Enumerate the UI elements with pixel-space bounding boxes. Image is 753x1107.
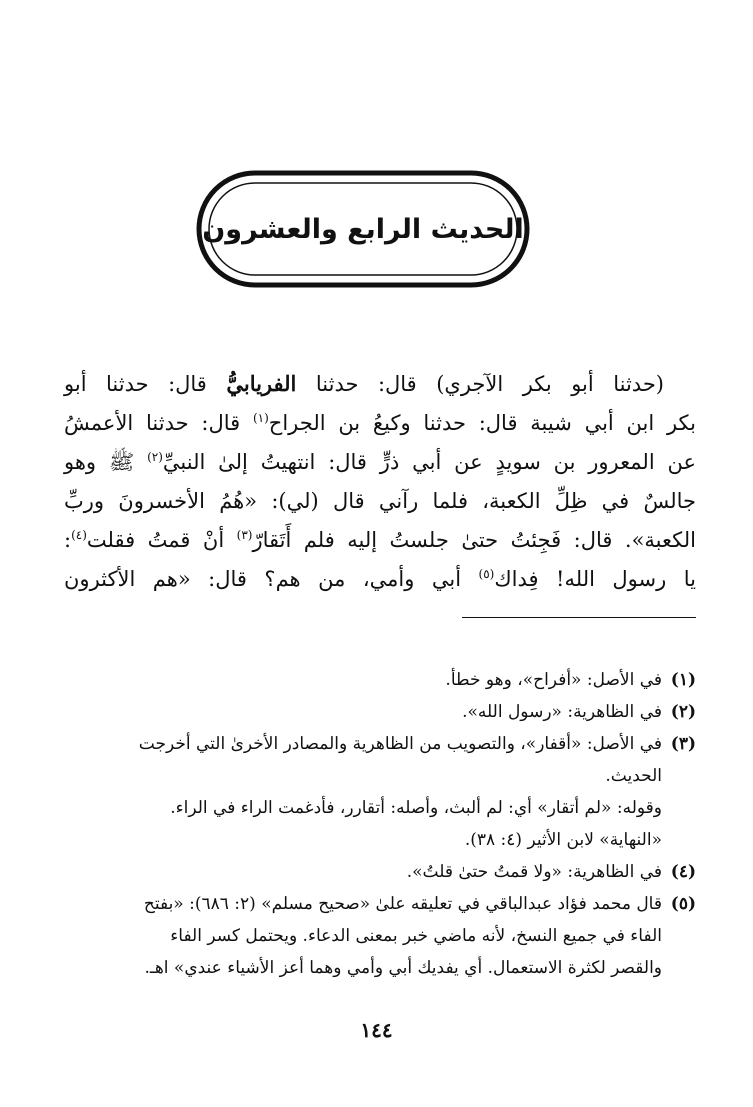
text-line: بكر ابن أبي شيبة قال: حدثنا وكيعُ بن الجراح$^{(١)}$ قال: حدثنا الأعمشُ xyxy=(64,411,696,435)
footnote-text: والقصر لكثرة الاستعمال. أي يفديك أبي وأمي وهما أعز الأشياء عندي» اهـ. xyxy=(144,958,662,978)
text-line: يا رسول الله! فِداك$^{(٥)}$ أبي وأمي، من هم؟ قال: «هم الأكثرون xyxy=(64,567,697,591)
footnotes xyxy=(64,664,696,984)
footnote-text: الفاء في جميع النسخ، لأنه ماضي خبر بمعنى الدعاء. ويحتمل كسر الفاء xyxy=(170,926,662,946)
footnote-divider xyxy=(462,617,696,618)
footnote-text: وقوله: «لم أتقار» أي: لم ألبث، وأصله: أتقارر، فأدغمت الراء في الراء. xyxy=(170,798,662,818)
footnote-text: في الأصل: «أفراح»، وهو خطأ. xyxy=(445,670,662,690)
page-number: ١٤٤ xyxy=(360,1018,393,1042)
footnote xyxy=(64,856,696,888)
footnote xyxy=(64,696,696,728)
footnote-text: الحديث. xyxy=(605,766,662,786)
footnote-number: (٣) xyxy=(670,734,696,754)
footnote-ref[interactable]: (٣) xyxy=(236,528,253,542)
page-title: الحديث الرابع والعشرون xyxy=(202,213,524,245)
footnote xyxy=(64,888,696,984)
footnote-text: في الظاهرية: «ولا قمتُ حتىٰ قلتُ». xyxy=(406,862,662,882)
footnote-number: (٢) xyxy=(670,702,696,722)
text-line: عن المعرور بن سويدٍ عن أبي ذرٍّ قال: انتهيتُ إلىٰ النبيِّ$^{(٢)}$ ﷺ وهو xyxy=(64,450,696,474)
footnote-number: (٤) xyxy=(670,862,696,882)
footnote-number: (١) xyxy=(670,670,696,690)
footnote-number xyxy=(662,792,696,856)
footnote-continuation xyxy=(64,792,696,856)
footnote-ref[interactable]: (٢) xyxy=(147,450,163,464)
footnote-ref[interactable]: (٤) xyxy=(71,528,87,542)
footnote xyxy=(64,664,696,696)
text-line: جالسٌ في ظِلِّ الكعبة، فلما رآني قال (لي): «هُمُ الأخسرونَ وربِّ xyxy=(64,489,696,513)
footnote-ref[interactable]: (١) xyxy=(252,411,269,425)
footnote-text: «النهاية» لابن الأثير (٤: ٣٨). xyxy=(464,830,662,850)
main-text xyxy=(64,364,696,599)
footnote xyxy=(64,728,696,792)
text-line: (حدثنا أبو بكر الآجري) قال: حدثنا الفريابيُّ قال: حدثنا أبو xyxy=(64,371,664,396)
text-line: الكعبة». قال: فَجِئتُ حتىٰ جلستُ إليه فلم أَتَقارّ$^{(٣)}$ أنْ قمتُ فقلت$^{(٤)}$: xyxy=(64,528,696,552)
footnote-ref[interactable]: (٥) xyxy=(478,567,495,581)
title-frame xyxy=(196,170,530,288)
footnote-text: في الظاهرية: «رسول الله». xyxy=(462,702,662,722)
footnote-text: قال محمد فؤاد عبدالباقي في تعليقه علىٰ «صحيح مسلم» (٢: ٦٨٦): «بفتح xyxy=(143,894,662,914)
footnote-text: في الأصل: «أقفار»، والتصويب من الظاهرية والمصادر الأخرىٰ التي أخرجت xyxy=(138,734,662,754)
footnote-number: (٥) xyxy=(670,894,696,914)
